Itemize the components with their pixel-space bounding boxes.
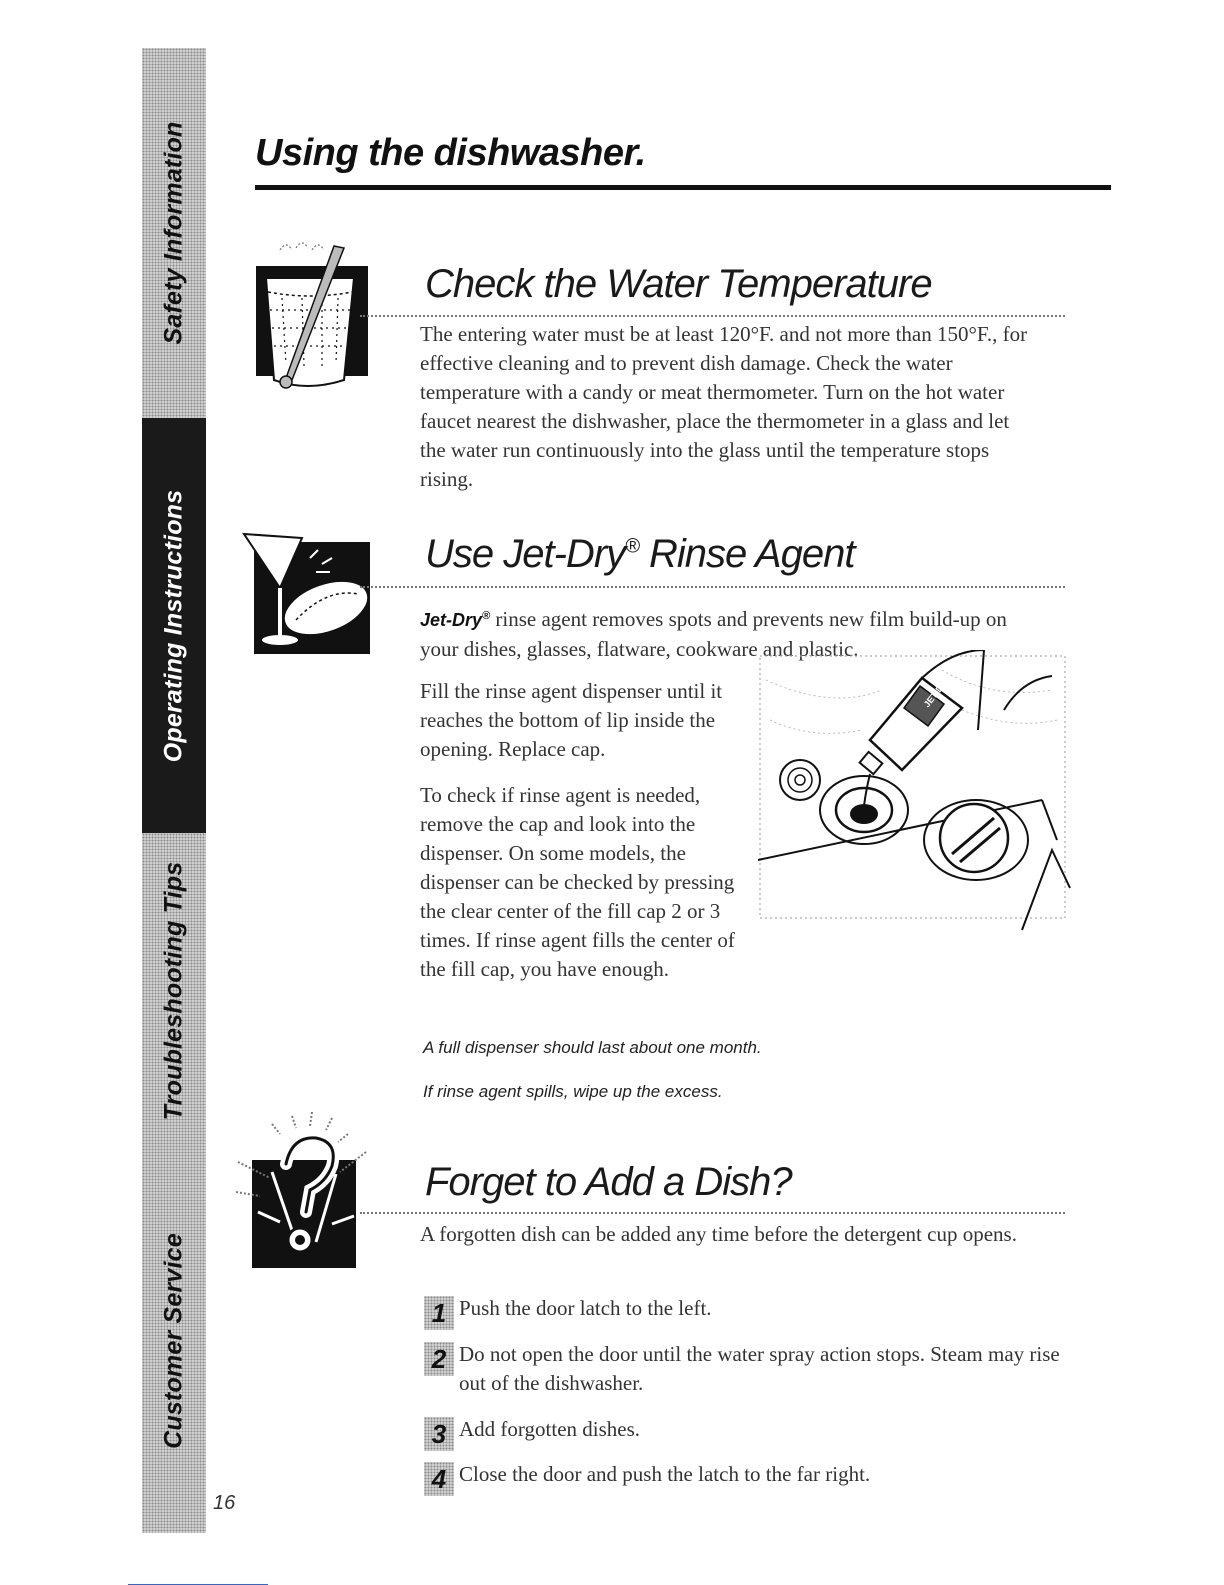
exclamation-question-icon	[236, 1112, 376, 1270]
section-rule	[360, 315, 1065, 317]
water-temperature-body: The entering water must be at least 120°F. and not more than 150°F., for effective cleaning and to prevent dish damage. Check the water temperature with a candy or meat thermometer. Turn on the hot water faucet nearest the dishwasher, place the thermometer in a glass and let the water run continuously into the glass until the temperature stops rising.	[420, 322, 1028, 491]
step-item	[424, 1294, 1064, 1328]
tab-safety-information[interactable]	[142, 48, 206, 418]
step-number: 4	[424, 1462, 454, 1496]
section-title-forget-dish: Forget to Add a Dish?	[425, 1160, 792, 1204]
step-text: Close the door and push the latch to the far right.	[459, 1462, 871, 1486]
step-item	[424, 1460, 1064, 1494]
rinse-agent-fill-text: Fill the rinse agent dispenser until it reaches the bottom of lip inside the opening. Replace cap.	[420, 679, 723, 761]
page-number: 16	[213, 1492, 236, 1514]
jet-dry-brand: Jet-Dry®	[420, 610, 491, 630]
step-number: 2	[424, 1342, 454, 1376]
section-title-rinse-agent	[425, 532, 854, 577]
step-item	[424, 1340, 1064, 1398]
step-text: Add forgotten dishes.	[459, 1417, 641, 1441]
page-title: Using the dishwasher.	[255, 132, 646, 174]
step-number: 1	[424, 1296, 454, 1330]
spill-note: If rinse agent spills, wipe up the excess.	[423, 1082, 723, 1101]
step-text: Do not open the door until the water spray action stops. Steam may rise out of the dishwasher.	[459, 1342, 1060, 1395]
tab-label: Customer Service	[159, 1232, 188, 1449]
step-text: Push the door latch to the left.	[459, 1296, 712, 1320]
step-item	[424, 1415, 1064, 1449]
rinse-dispenser-illustration	[752, 650, 1072, 940]
bottle-label: JET DRY	[921, 673, 953, 710]
title-rule	[255, 185, 1111, 190]
title-prefix: Use Jet-Dry	[425, 532, 626, 576]
sidebar-tabs	[142, 48, 206, 1533]
tab-customer-service[interactable]	[142, 1148, 206, 1533]
tab-operating-instructions[interactable]	[142, 418, 206, 833]
tab-troubleshooting-tips[interactable]	[142, 833, 206, 1148]
tab-label: Safety Information	[159, 121, 188, 345]
section-title-water-temperature: Check the Water Temperature	[425, 262, 932, 306]
registered-mark: ®	[625, 535, 639, 558]
dispenser-note: A full dispenser should last about one month.	[423, 1038, 762, 1057]
water-glass-thermometer-icon	[252, 240, 370, 400]
section-rule	[360, 1212, 1065, 1214]
martini-glass-icon	[240, 528, 372, 654]
rinse-agent-intro-text: rinse agent removes spots and prevents new film build-up on your dishes, glasses, flatware, cookware and plastic.	[420, 607, 1007, 661]
rinse-agent-check-text: To check if rinse agent is needed, remove the cap and look into the dispenser. On some models, the dispenser can be checked by pressing the clear center of the fill cap 2 or 3 times. If rinse agent fills the center of the fill cap, you have enough.	[420, 783, 735, 981]
forget-dish-intro: A forgotten dish can be added any time before the detergent cup opens.	[420, 1222, 1017, 1246]
step-number: 3	[424, 1417, 454, 1451]
tab-label: Troubleshooting Tips	[159, 861, 188, 1120]
tab-label: Operating Instructions	[159, 489, 188, 762]
section-rule	[360, 586, 1065, 588]
title-suffix: Rinse Agent	[638, 532, 855, 576]
